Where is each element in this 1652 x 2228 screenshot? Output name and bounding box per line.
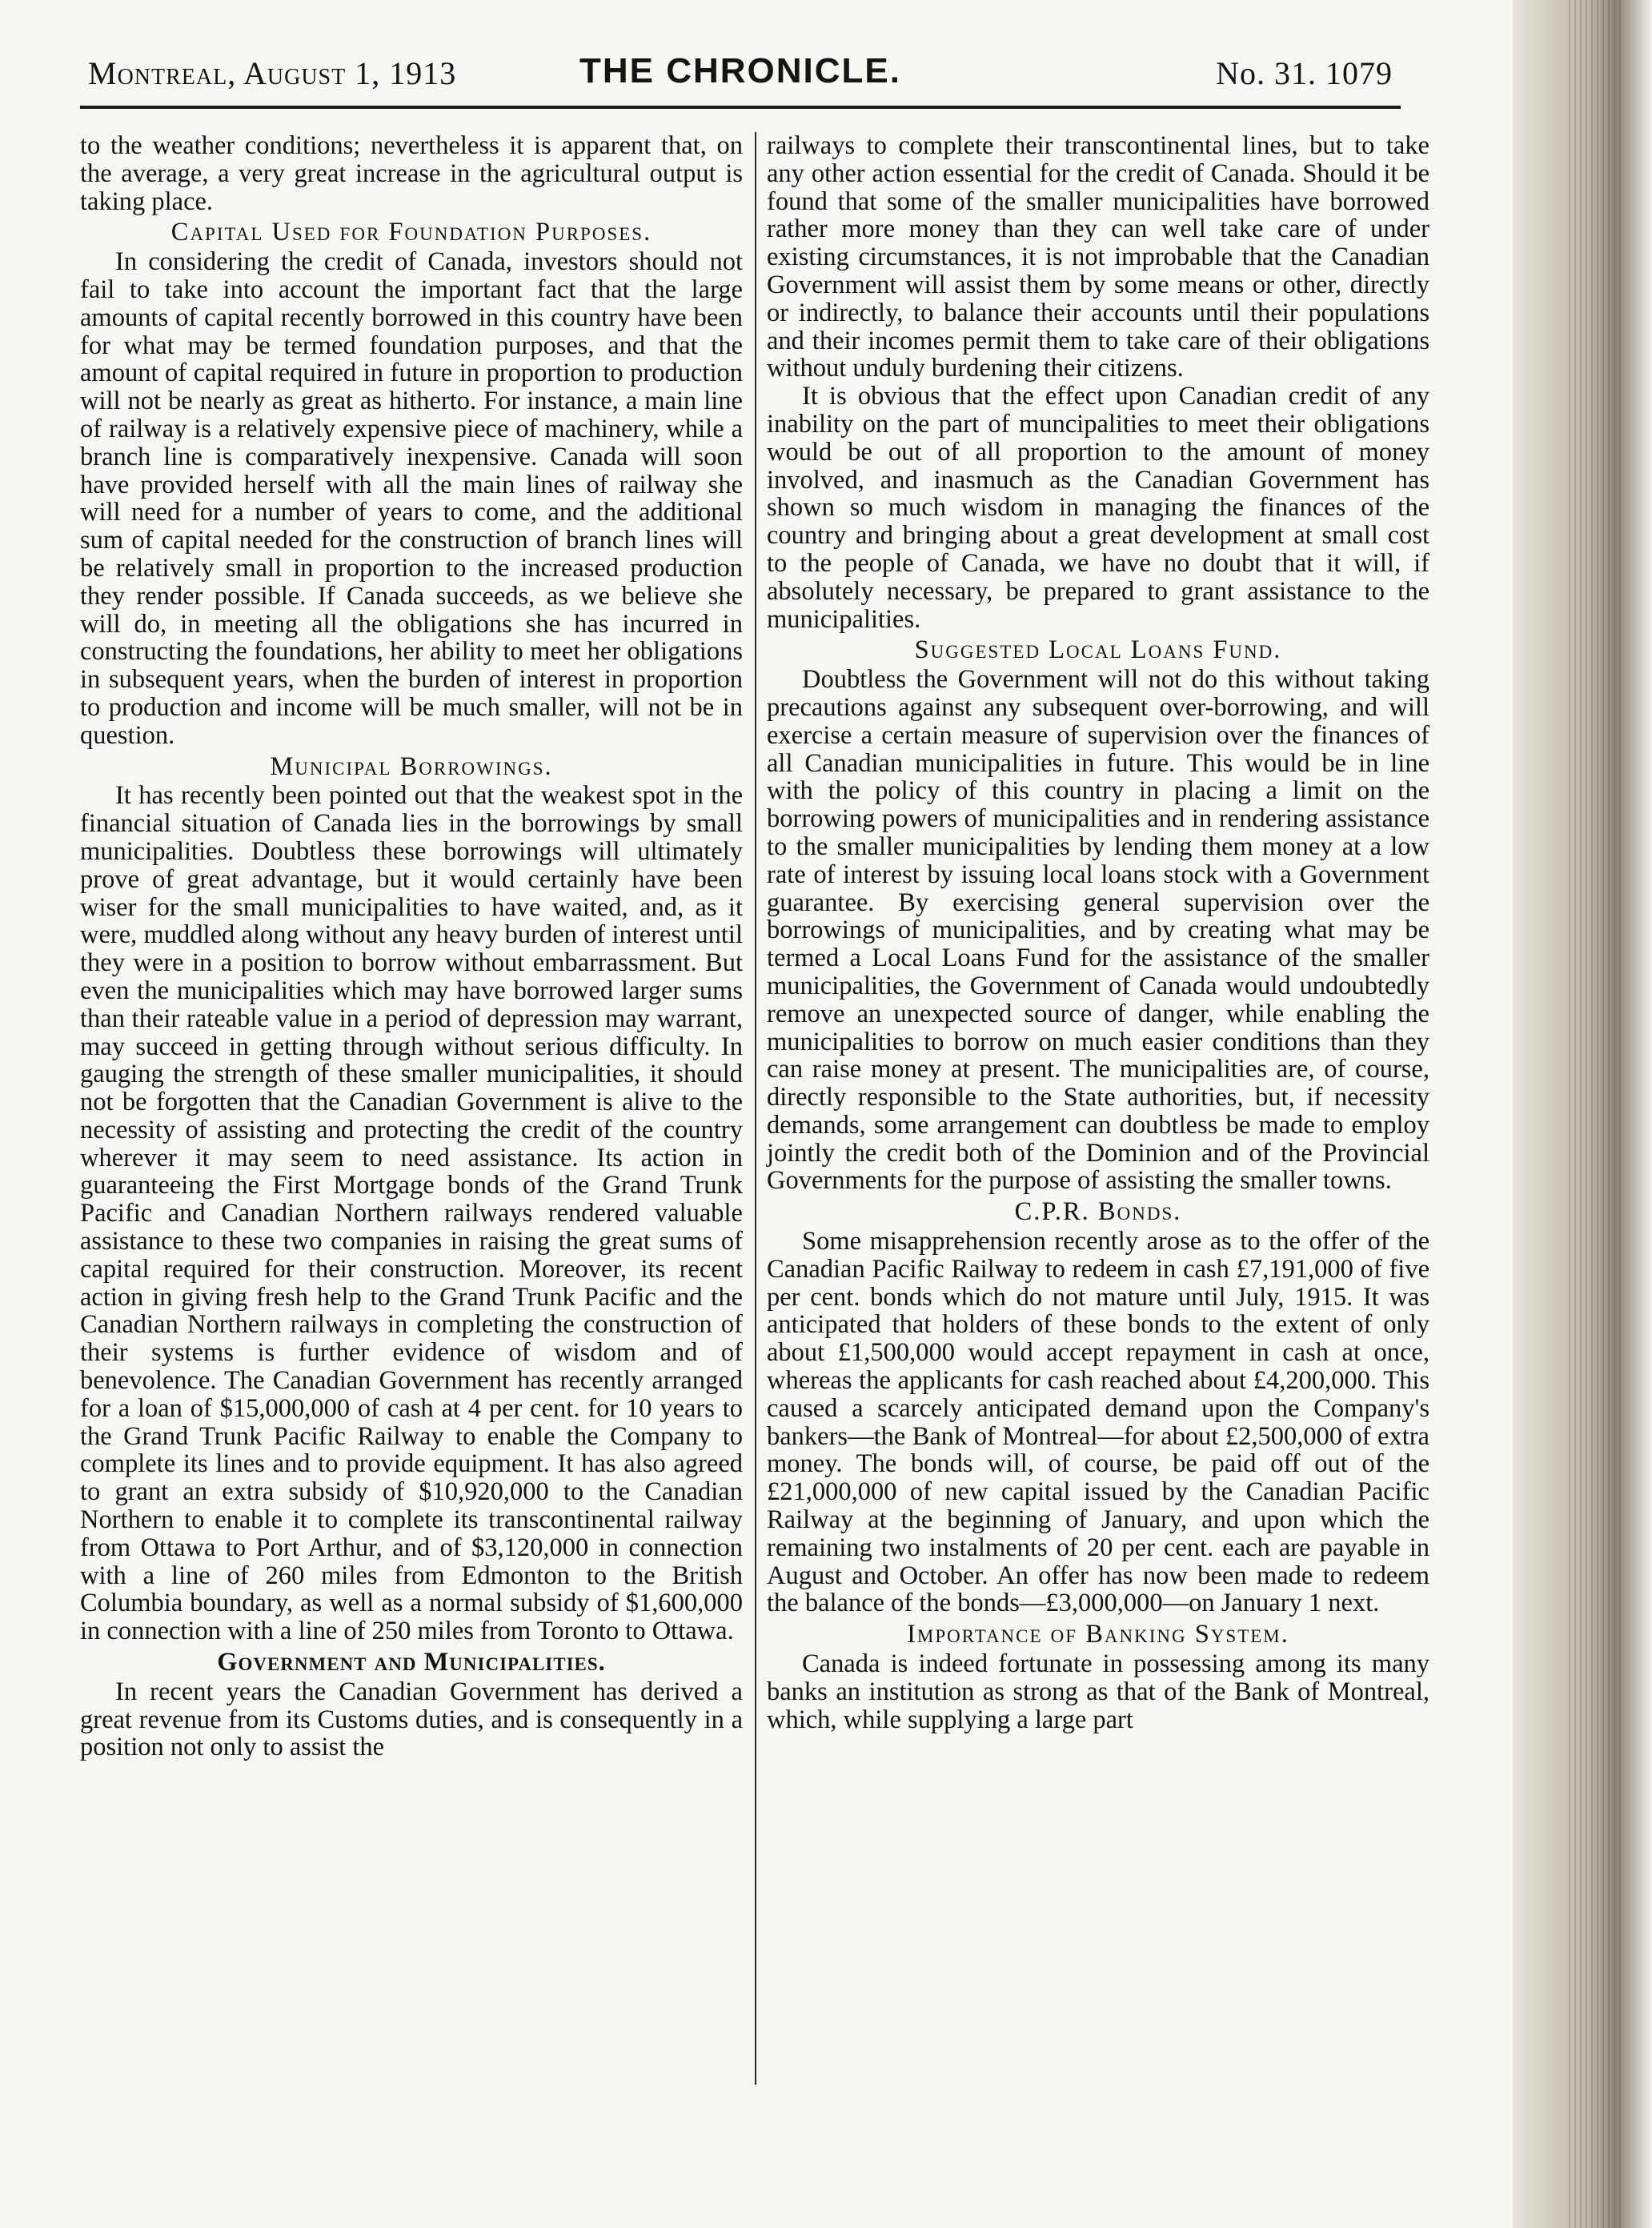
header-issue-page: No. 31. 1079 [1216, 55, 1393, 91]
paragraph-intro: to the weather conditions; nevertheless it is apparent that, on the average, a very great increase in the agricultural output is taking place. [80, 131, 743, 216]
heading-municipal-borrowings: Municipal Borrowings. [270, 751, 553, 781]
paragraph-obvious: It is obvious that the effect upon Canadian credit of any inability on the part of muncipalities to meet their obligations would be out of all proportion to the amount of money involved, and inasmuch as the Canadian Government has shown so much wisdom in managing the finances of the country and bringing about a great development at small cost to the people of Canada, we have no doubt that it will, if absolutely necessary, be prepared to grant assistance to the municipalities. [767, 382, 1429, 634]
paragraph-government: In recent years the Canadian Government has derived a great revenue from its Customs duties, and is consequently in a position not only to assist the [80, 1677, 743, 1762]
left-column [80, 132, 743, 1761]
header-rule [80, 106, 1401, 109]
header-masthead: THE CHRONICLE. [579, 51, 901, 90]
heading-capital-foundation: Capital Used for Foundation Purposes. [170, 218, 652, 247]
paragraph-municipal: It has recently been pointed out that the weakest spot in the financial situation of Canada lies in the borrowings by small municipalities. Doubtless these borrowings will ultimately prove of great advantage, but it would certainly have been wiser for the small municipalities to have waited, and, as it were, muddled along without any heavy burden of interest until they were in a position to borrow without embarrassment. But even the municipalities which may have borrowed larger sums than their rateable value in a period of depression may warrant, may succeed in getting through without serious difficulty. In gauging the strength of these smaller municipalities, it should not be forgotten that the Canadian Government is alive to the necessity of assisting and protecting the credit of the country wherever it may seem to need assistance. Its action in guaranteeing the First Mortgage bonds of the Grand Trunk Pacific and Canadian Northern railways rendered valuable assistance to these two companies in raising the great sums of capital required for their construction. Moreover, its recent action in giving fresh help to the Grand Trunk Pacific and the Canadian Northern railways in completing the construction of their systems is further evidence of wisdom and of benevolence. The Canadian Government has recently arranged for a loan of $15,000,000 of cash at 4 per cent. for 10 years to the Grand Trunk Pacific Railway to enable the Company to complete its lines and to provide equipment. It has also agreed to grant an extra subsidy of $10,920,000 to the Canadian Northern to enable it to complete its transcontinental railway from Ottawa to Port Arthur, and of $3,120,000 in connection with a line of 260 miles from Edmonton to the British Columbia boundary, as well as a normal subsidy of $1,600,000 in connection with a line of 250 miles from Toronto to Ottawa. [80, 781, 743, 1646]
paragraph-loans: Doubtless the Government will not do this without taking precautions against any subsequent over-borrowing, and will exercise a certain measure of supervision over the finances of all Canadian municipalities in future. This would be in line with the policy of this country in placing a limit on the borrowing powers of municipalities and in rendering assistance to the smaller municipalities by lending them money at a low rate of interest by issuing local loans stock with a Government guarantee. By exercising general supervision over the borrowings of municipalities, and by creating what may be termed a Local Loans Fund for the assistance of the smaller municipalities, the Government of Canada would undoubtedly remove an unexpected source of danger, while enabling the municipalities to borrow on much easier conditions than they can raise money at present. The municipalities are, of course, directly responsible to the State authorities, but, if necessity demands, some arrangement can doubtless be made to employ jointly the credit both of the Dominion and of the Provincial Governments for the purpose of assisting the smaller towns. [767, 665, 1429, 1196]
heading-cpr-bonds: C.P.R. Bonds. [1014, 1197, 1182, 1227]
heading-local-loans-fund: Suggested Local Loans Fund. [914, 635, 1282, 665]
paragraph-capital: In considering the credit of Canada, investors should not fail to take into account the important fact that the large amounts of capital recently borrowed in this country have been for what may be termed foundation purposes, and that the amount of capital required in future in proportion to production will not be nearly as great as hitherto. For instance, a main line of railway is a relatively expensive piece of machinery, while a branch line is comparatively inexpensive. Canada will soon have provided herself with all the main lines of railway she will need for a number of years to come, and the additional sum of capital needed for the construction of branch lines will be relatively small in proportion to the increased production they render possible. If Canada succeeds, as we believe she will do, in meeting all the obligations she has incurred in constructing the foundations, her ability to meet her obligations in subsequent years, when the burden of interest in proportion to production and income will be much smaller, will not be in question. [80, 247, 743, 750]
page-header [88, 51, 1393, 102]
page-edge-stack [1569, 0, 1625, 2228]
column-divider [755, 132, 756, 2085]
heading-government-municipalities: Government and Municipalities. [217, 1648, 606, 1677]
paragraph-continued: railways to complete their transcontinental lines, but to take any other action essential for the credit of Canada. Should it be found that some of the smaller municipalities have borrowed rather more money than they can well take care of under existing circumstances, it is not improbable that the Canadian Government will assist them by some means or other, directly or indirectly, to balance their accounts until their populations and their incomes permit them to take care of their obligations without unduly burdening their citizens. [767, 131, 1429, 383]
header-dateline: Montreal, August 1, 1913 [88, 55, 457, 91]
heading-banking-system: Importance of Banking System. [907, 1620, 1289, 1649]
paragraph-banking: Canada is indeed fortunate in possessing among its many banks an institution as strong as that of the Bank of Montreal, which, while supplying a large part [767, 1649, 1429, 1734]
paragraph-cpr: Some misapprehension recently arose as to the offer of the Canadian Pacific Railway to redeem in cash £7,191,000 of five per cent. bonds which do not mature until July, 1915. It was anticipated that holders of these bonds to the extent of only about £1,500,000 would accept repayment in cash at once, whereas the applicants for cash reached about £4,200,000. This caused a scarcely anticipated demand upon the Company's bankers—the Bank of Montreal—for about £2,500,000 of extra money. The bonds will, of course, be paid off out of the £21,000,000 of new capital issued by the Canadian Pacific Railway at the beginning of January, and upon which the remaining two instalments of 20 per cent. each are payable in August and October. An offer has now been made to redeem the balance of the bonds—£3,000,000—on January 1 next. [767, 1227, 1429, 1618]
right-column [767, 132, 1429, 1733]
